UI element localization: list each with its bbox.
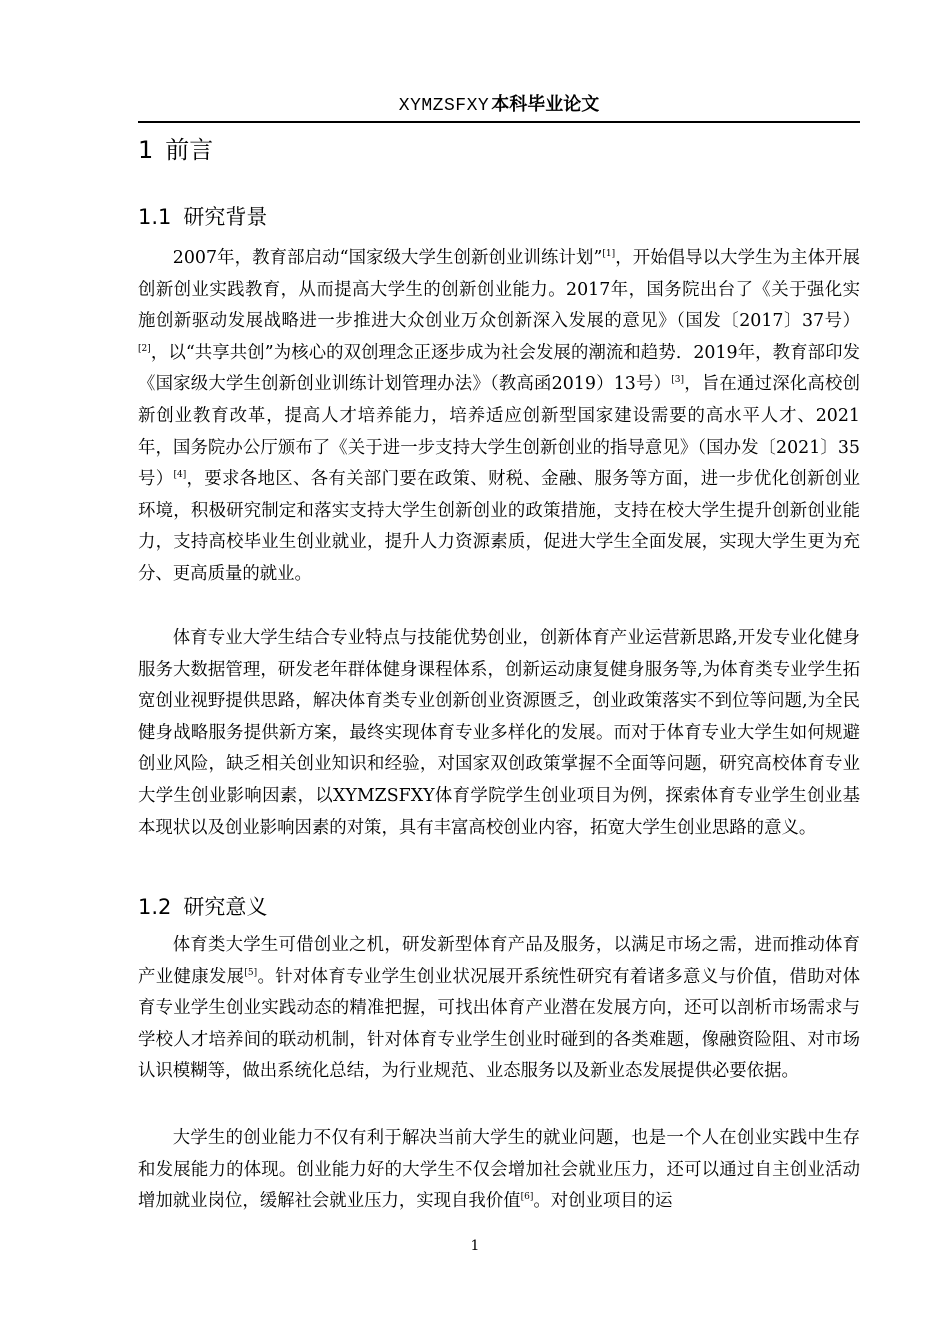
chapter-title: 前言 xyxy=(165,136,214,164)
citation-marker: [1] xyxy=(602,249,616,260)
paragraph-background-2 xyxy=(138,623,860,844)
paragraph-significance-2 xyxy=(138,1123,860,1218)
header-code: XYMZSFXY xyxy=(398,96,490,116)
citation-marker: [4] xyxy=(173,470,187,481)
citation-marker: [3] xyxy=(671,375,684,386)
paragraph-text: ，开始倡导以大学生为主体开展创新创业实践教育，从而提高大学生的创新创业能力。2017年，国务院出台了《关于强化实施创新驱动发展战略进一步推进大众创业万众创新深入发展的意见》（国发〔2017〕37号） xyxy=(138,248,860,332)
chapter-number: 1 xyxy=(138,136,154,164)
paragraph-text: ，旨在通过深化高校创新创业教育改革，提高人才培养能力，培养适应创新型国家建设需要的高水平人才、2021年，国务院办公厅颁布了《关于进一步支持大学生创新创业的指导意见》（国办发〔2021〕35 号） xyxy=(138,374,860,490)
paragraph-text: 。对创业项目的运 xyxy=(533,1191,673,1212)
paragraph-text: ，要求各地区、各有关部门要在政策、财税、金融、服务等方面，进一步优化创新创业环境，积极研究制定和落实支持大学生创新创业的政策措施，支持在校大学生提升创新创业能力，支持高校毕业生创业就业，提升人力资源素质，促进大学生全面发展，实现大学生更为充分、更高质量的就业。 xyxy=(138,469,860,584)
paragraph-text: 体育专业大学生结合专业特点与技能优势创业，创新体育产业运营新思路,开发专业化健身服务大数据管理，研发老年群体健身课程体系，创新运动康复健身服务等,为体育类专业学生拓宽创业视野提供思路，解决体育类专业创新创业资源匮乏，创业政策落实不到位等问题,为全民健身战略服务提供新方案，最终实现体育专业多样化的发展。而对于体育专业大学生如何规避创业风险，缺乏相关创业知识和经验，对国家双创政策掌握不全面等问题，研究高校体育专业大学生创业影响因素，以XYMZSFXY体育学院学生创业项目为例，探索体育专业学生创业基本现状以及创业影响因素的对策，具有丰富高校创业内容，拓宽大学生创业思路的意义。 xyxy=(138,628,860,838)
paragraph-text: 大学生的创业能力不仅有利于解决当前大学生的就业问题，也是一个人在创业实践中生存和发展能力的体现。创业能力好的大学生不仅会增加社会就业压力，还可以通过自主创业活动增加就业岗位，缓解社会就业压力，实现自我价值 xyxy=(138,1128,860,1212)
section-heading-1-1 xyxy=(138,202,267,232)
section-number: 1.1 xyxy=(138,205,172,229)
citation-marker: [2] xyxy=(138,343,151,354)
chapter-heading xyxy=(138,134,213,166)
section-number: 1.2 xyxy=(138,895,172,919)
section-title: 研究意义 xyxy=(183,895,268,919)
running-header xyxy=(138,92,860,123)
paragraph-text: 体育类大学生可借创业之机，研发新型体育产品及服务，以满足市场之需，进而推动体育产业健康发展 xyxy=(138,935,860,987)
paragraph-text: 2007年，教育部启动“国家级大学生创新创业训练计划” xyxy=(172,248,603,268)
header-title: 本科毕业论文 xyxy=(491,94,600,115)
citation-marker: [6] xyxy=(520,1192,534,1203)
paragraph-text: 。针对体育专业学生创业状况展开系统性研究有着诸多意义与价值，借助对体育专业学生创业实践动态的精准把握，可找出体育产业潜在发展方向，还可以剖析市场需求与学校人才培养间的联动机制，针对体育专业学生创业时碰到的各类难题，像融资险阻、对市场认识模糊等，做出系统化总结，为行业规范、业态服务以及新业态发展提供必要依据。 xyxy=(138,966,860,1082)
section-title: 研究背景 xyxy=(183,205,268,229)
paragraph-background-1 xyxy=(138,243,860,591)
page-number: 1 xyxy=(470,1238,480,1254)
paragraph-significance-1 xyxy=(138,930,860,1088)
section-heading-1-2 xyxy=(138,892,267,922)
paragraph-text: ，以“共享共创”为核心的双创理念正逐步成为社会发展的潮流和趋势．2019年，教育部印发《国家级大学生创新创业训练计划管理办法》（教高函2019）13号） xyxy=(138,342,860,395)
citation-marker: [5] xyxy=(244,967,258,978)
